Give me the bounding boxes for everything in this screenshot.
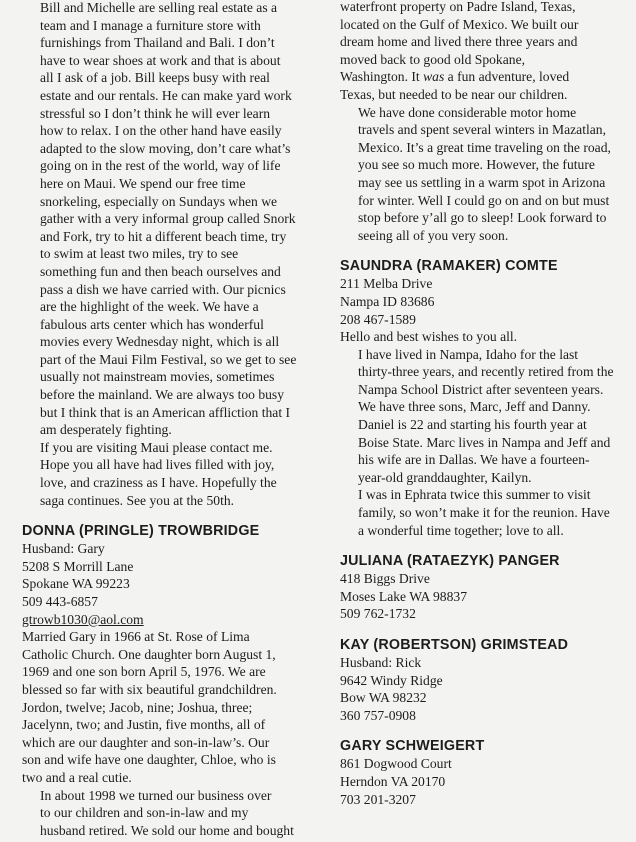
saundra-paragraph-2 (340, 398, 620, 486)
text-line: stressful so I don’t think he will ever learn (40, 105, 271, 121)
saundra-paragraph-1 (340, 346, 620, 399)
text-line: am desperately fighting. (40, 422, 172, 438)
text-line: If you are visiting Maui please contact me. (40, 439, 273, 455)
text-line: Jacelynn, two; and Justin, five months, all of (22, 717, 266, 733)
text-line: usually not mainstream movies, sometimes (40, 369, 275, 385)
text-line: Mexico. It’s a great time traveling on the road, (358, 139, 611, 155)
text-line: fabulous arts center which has wonderful (40, 316, 264, 332)
text-line: two and a real cutie. (22, 769, 132, 785)
text-line: I have lived in Nampa, Idaho for the last (358, 346, 579, 362)
text-line: before the mainland. We are always too busy (40, 387, 285, 403)
text-line: son and wife have one daughter, Chloe, who is (22, 752, 276, 768)
text-line: his wife are in Dallas. We have a fourteen- (358, 452, 590, 468)
text-line: and Fork, try to hit a different beach time, try (40, 228, 287, 244)
husband-line: Husband: Gary (22, 541, 105, 557)
donna-paragraph-2 (22, 787, 320, 840)
intro-paragraph (22, 0, 320, 439)
text-line: Catholic Church. One daughter born August 1, (22, 646, 276, 662)
visit-paragraph (22, 439, 320, 457)
text-line: a wonderful time together; love to all. (358, 522, 564, 538)
text-line: 1969 and one son born April 5, 1976. We are (22, 664, 266, 680)
text-line: Daniel is 22 and starting his fourth year at (358, 417, 587, 433)
text-line: how to relax. I on the other hand have easily (40, 123, 282, 139)
text-line: estate and our rentals. He can make yard work (40, 87, 292, 103)
city-state-zip: Nampa ID 83686 (340, 293, 435, 309)
donna-paragraph-1 (22, 628, 320, 786)
street-address: 418 Biggs Drive (340, 571, 430, 587)
text-line: movies every Wednesday night, which is all (40, 334, 280, 350)
text-line: Washington. It was a fun adventure, loved (340, 69, 570, 85)
text-line: here on Maui. We spend our free time (40, 175, 246, 191)
entry-gary (340, 737, 620, 808)
street-address: 211 Melba Drive (340, 276, 433, 292)
text-line: waterfront property on Padre Island, Texas, (340, 0, 576, 14)
text-line: saga continues. See you at the 50th. (40, 492, 235, 508)
text-line: Texas, but needed to be near our children. (340, 86, 568, 102)
phone-number: 509 762-1732 (340, 606, 416, 622)
text-line: thirty-three years, and recently retired from the (358, 364, 614, 380)
text-line: I was in Ephrata twice this summer to visit (358, 487, 591, 503)
text-line: Boise State. Marc lives in Nampa and Jeff and (358, 434, 611, 450)
text-line: stop before y’all go to sleep! Look forward to (358, 210, 607, 226)
text-line: part of the Maui Film Festival, so we get to see (40, 351, 297, 367)
text-line: gather with a very informal group called Snork (40, 211, 296, 227)
text-line: Married Gary in 1966 at St. Rose of Lima (22, 629, 250, 645)
left-column (22, 0, 320, 839)
text-line: seeing all of you very soon. (358, 227, 509, 243)
greeting-line: Hello and best wishes to you all. (340, 329, 518, 345)
text-line: to our children and son-in-law and my (40, 805, 249, 821)
text-line: snorkeling, especially on Sundays when we (40, 193, 278, 209)
text-line: have to wear shoes at work and that is about (40, 52, 281, 68)
text-line: Nampa School District after seventeen years. (358, 381, 604, 397)
entry-heading: KAY (ROBERTSON) GRIMSTEAD (340, 637, 569, 653)
text-line: family, so won’t make it for the reunion. Have (358, 505, 610, 521)
text-line: moved back to good old Spokane, (340, 51, 525, 67)
motorhome-paragraph (340, 104, 620, 245)
entry-heading: SAUNDRA (RAMAKER) COMTE (340, 258, 558, 275)
city-state-zip: Spokane WA 99223 (22, 576, 130, 592)
entry-heading: GARY SCHWEIGERT (340, 738, 485, 755)
text-line: blessed so far with six beautiful grandchildren. (22, 681, 277, 697)
text-line: all I ask of a job. Bill keeps busy with real (40, 70, 270, 86)
phone-number: 703 201-3207 (340, 791, 416, 807)
text-line: located on the Gulf of Mexico. We built our (340, 16, 579, 32)
street-address: 861 Dogwood Court (340, 756, 452, 772)
entry-heading: JULIANA (RATAEZYK) PANGER (340, 553, 560, 570)
right-column (340, 0, 620, 808)
phone-number: 509 443-6857 (22, 594, 98, 609)
text-line: going on in the rest of the world, way of life (40, 158, 281, 174)
husband-line: Husband: Rick (340, 655, 422, 670)
text-line: In about 1998 we turned our business over (40, 787, 272, 803)
text-line: husband retired. We sold our home and bought (40, 822, 294, 838)
phone-number: 208 467-1589 (340, 311, 416, 327)
text-line: pass a dish we have carried with. Our picnics (40, 281, 286, 297)
text-line: year-old granddaughter, Kailyn. (358, 469, 532, 485)
street-address: 5208 S Morrill Lane (22, 558, 134, 574)
text-line: Hope you all have had lives filled with joy, (40, 457, 275, 473)
text-line: you see so much more. However, the future (358, 157, 595, 173)
entry-saundra (340, 257, 620, 539)
entry-donna (22, 522, 320, 839)
text-line: for winter. Well I could go on and on but must (358, 192, 610, 208)
saundra-paragraph-3 (340, 486, 620, 539)
text-line: are the highlight of the week. We have a (40, 299, 259, 315)
text-line: Jordon, twelve; Jacob, nine; Joshua, three; (22, 699, 253, 715)
text-line: We have done considerable motor home (358, 104, 577, 120)
text-line: travels and spent several winters in Mazatlan, (358, 122, 606, 138)
phone-number: 360 757-0908 (340, 707, 416, 723)
entry-heading: DONNA (PRINGLE) TROWBRIDGE (22, 523, 260, 540)
text-line: Bill and Michelle are selling real estate as a (40, 0, 278, 15)
city-state-zip: Herndon VA 20170 (340, 773, 446, 789)
text-line: furnishings from Thailand and Bali. I don’t (40, 35, 275, 51)
entry-kay (340, 636, 620, 724)
emphasis-word: was (423, 69, 445, 85)
text-line: which are our daughter and son-in-law’s. Our (22, 734, 270, 750)
continued-paragraph (340, 0, 620, 104)
hope-paragraph (22, 456, 320, 509)
text-line: adapted to the slow moving, don’t care what’s (40, 140, 291, 156)
text-line: We have three sons, Marc, Jeff and Danny. (358, 399, 591, 415)
text-line: to swim at least two miles, try to see (40, 246, 239, 262)
city-state-zip: Bow WA 98232 (340, 690, 427, 706)
text-line: but I think that is an American affliction that I (40, 404, 291, 420)
text-line: love, and craziness as I have. Hopefully the (40, 475, 277, 491)
text-line: may see us settling in a warm spot in Arizona (358, 174, 606, 190)
entry-juliana (340, 552, 620, 623)
street-address: 9642 Windy Ridge (340, 672, 443, 688)
email-link[interactable]: gtrowb1030@aol.com (22, 611, 144, 627)
text-line: team and I manage a furniture store with (40, 17, 261, 33)
city-state-zip: Moses Lake WA 98837 (340, 588, 467, 604)
text-line: dream home and lived there three years and (340, 34, 578, 50)
text-line: something fun and then beach ourselves and (40, 263, 281, 279)
